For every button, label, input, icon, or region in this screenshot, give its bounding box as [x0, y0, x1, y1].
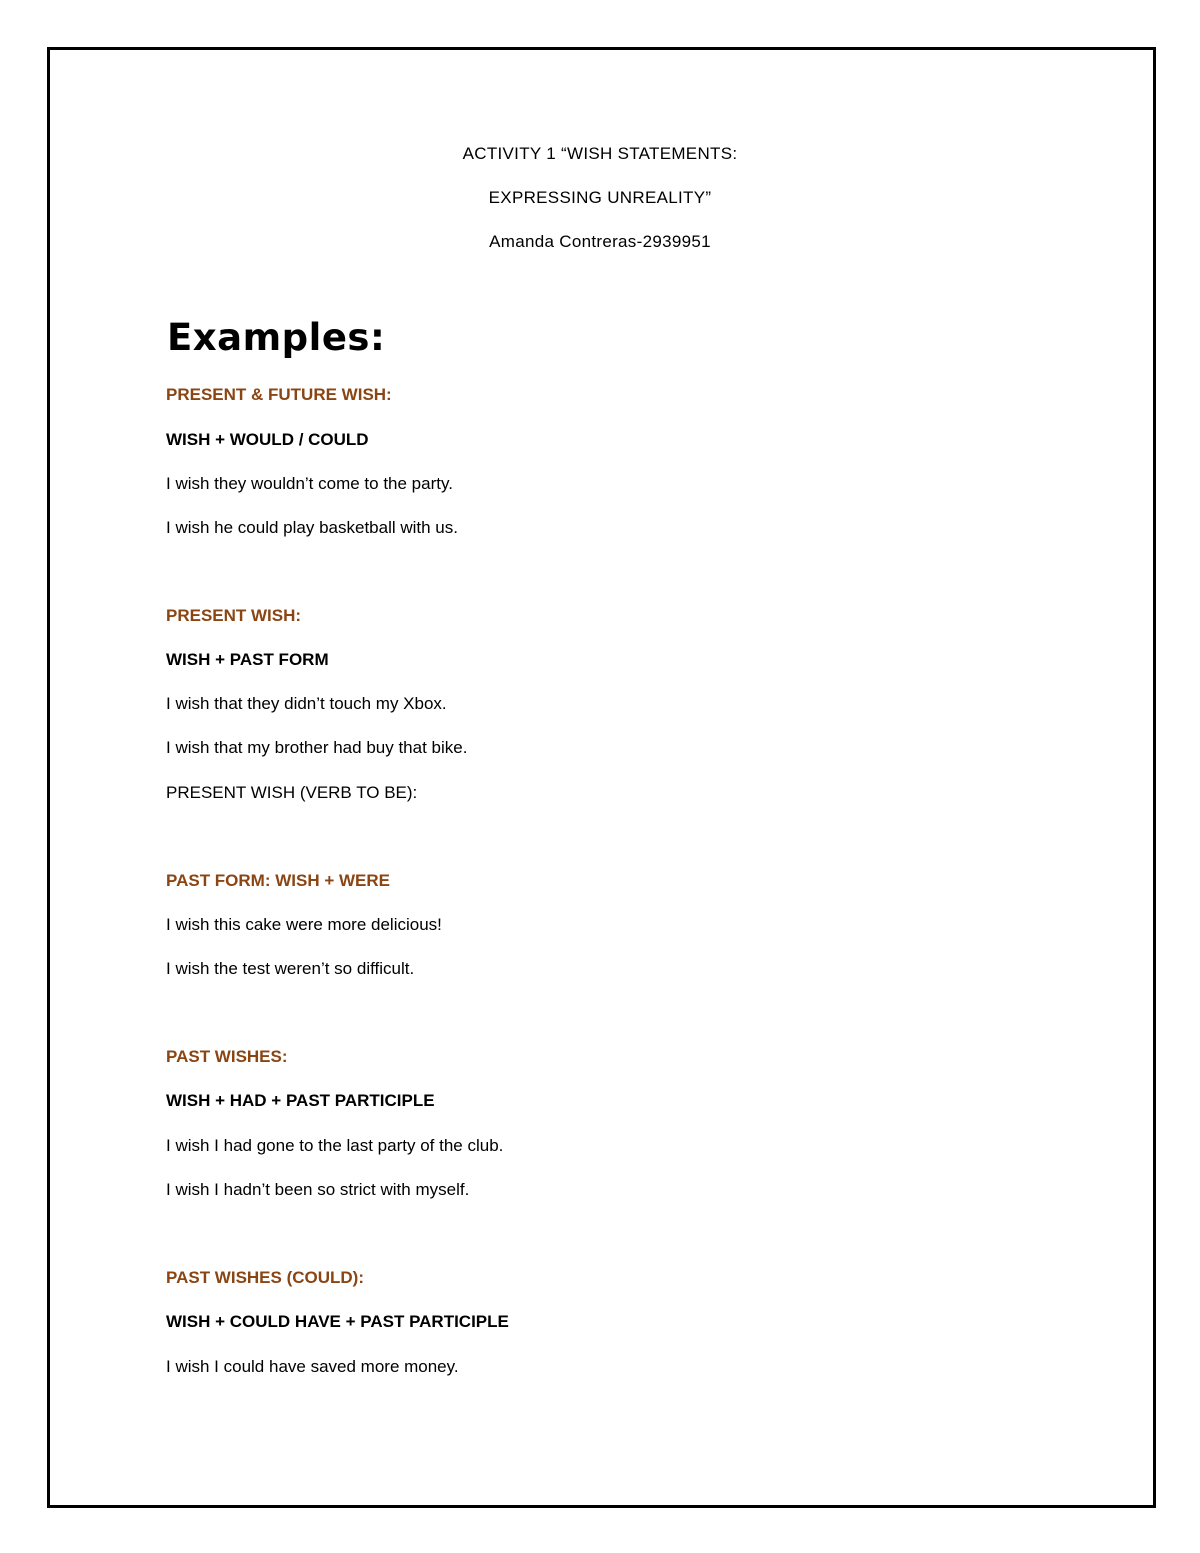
formula-past-wishes: WISH + HAD + PAST PARTICIPLE [166, 1091, 435, 1110]
examples-heading: Examples: [167, 316, 386, 359]
document-title-line-1: ACTIVITY 1 “WISH STATEMENTS: [462, 144, 738, 163]
formula-present: WISH + PAST FORM [166, 650, 329, 669]
example-past-wishes-1: I wish I had gone to the last party of the club. [166, 1136, 504, 1155]
example-present-1: I wish that they didn’t touch my Xbox. [166, 694, 447, 713]
page-border [47, 47, 1156, 1508]
example-present-future-2: I wish he could play basketball with us. [166, 518, 458, 537]
example-past-form-1: I wish this cake were more delicious! [166, 915, 442, 934]
formula-present-future: WISH + WOULD / COULD [166, 430, 369, 449]
section-title-past-wishes-could: PAST WISHES (COULD): [166, 1268, 365, 1287]
example-past-form-2: I wish the test weren’t so difficult. [166, 959, 415, 978]
example-past-wishes-could-1: I wish I could have saved more money. [166, 1357, 459, 1376]
section-title-present: PRESENT WISH: [166, 606, 302, 625]
section-title-present-future: PRESENT & FUTURE WISH: [166, 385, 392, 404]
document-author: Amanda Contreras-2939951 [489, 232, 711, 251]
formula-past-wishes-could: WISH + COULD HAVE + PAST PARTICIPLE [166, 1312, 509, 1331]
example-present-future-1: I wish they wouldn’t come to the party. [166, 474, 453, 493]
example-present-2: I wish that my brother had buy that bike. [166, 738, 468, 757]
section-title-past-wishes: PAST WISHES: [166, 1047, 288, 1066]
section-title-past-form: PAST FORM: WISH + WERE [166, 871, 390, 890]
note-present-verb-to-be: PRESENT WISH (VERB TO BE): [166, 783, 418, 802]
example-past-wishes-2: I wish I hadn’t been so strict with myself. [166, 1180, 470, 1199]
document-title-line-2: EXPRESSING UNREALITY” [488, 188, 712, 207]
